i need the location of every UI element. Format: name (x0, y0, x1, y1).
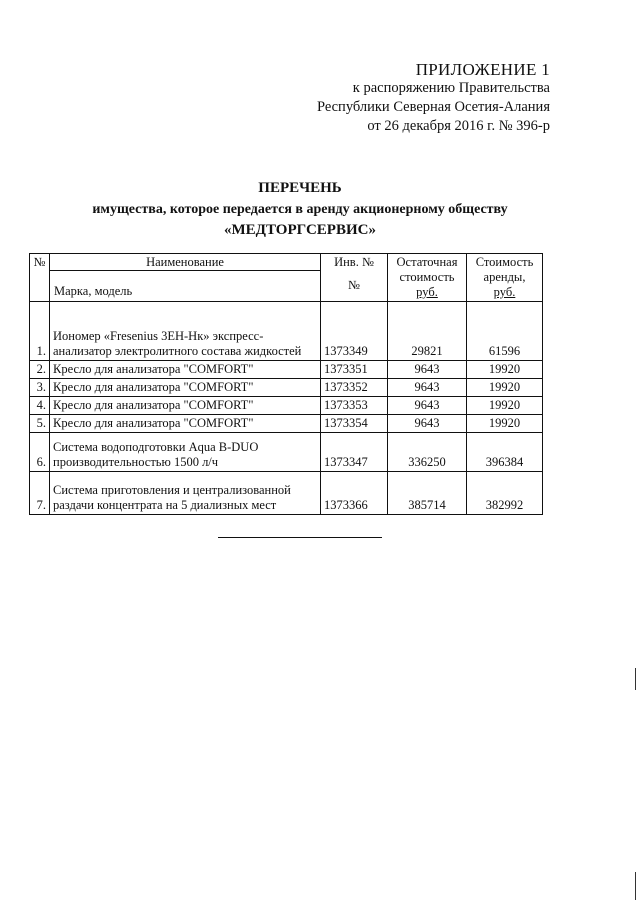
row-no: 2. (30, 361, 50, 379)
header-inv-no: № (348, 278, 360, 292)
row-name: Система водоподготовки Aqua B-DUO производительностью 1500 л/ч (50, 433, 321, 472)
row-no: 4. (30, 397, 50, 415)
row-inv: 1373353 (321, 397, 388, 415)
table-header-row (30, 254, 543, 302)
header-inv-cell (321, 254, 388, 302)
header-residual: Остаточная стоимость (396, 255, 458, 284)
row-inv: 1373366 (321, 472, 388, 515)
row-rent: 382992 (467, 472, 543, 515)
header-name-cell (50, 254, 321, 302)
table-row (30, 397, 543, 415)
appendix-title: ПРИЛОЖЕНИЕ 1 (415, 60, 550, 79)
row-inv: 1373354 (321, 415, 388, 433)
scan-margin-mark (635, 668, 636, 690)
row-inv: 1373347 (321, 433, 388, 472)
table-row (30, 361, 543, 379)
row-rent: 396384 (467, 433, 543, 472)
appendix-line-1: к распоряжению Правительства (352, 80, 550, 96)
row-no: 3. (30, 379, 50, 397)
heading-title: ПЕРЕЧЕНЬ (258, 180, 342, 196)
row-residual: 29821 (388, 302, 467, 361)
header-residual-cell (388, 254, 467, 302)
row-rent: 19920 (467, 361, 543, 379)
row-no: 7. (30, 472, 50, 515)
heading-subtitle: имущества, которое передается в аренду акционерному обществу (92, 202, 508, 217)
row-no: 1. (30, 302, 50, 361)
header-no: № (30, 254, 50, 302)
row-inv: 1373352 (321, 379, 388, 397)
row-name: Кресло для анализатора "COMFORT" (50, 415, 321, 433)
header-rent-unit: руб. (493, 285, 516, 299)
header-residual-unit: руб. (416, 285, 438, 299)
table-row (30, 415, 543, 433)
row-name: Система приготовления и централизованной раздачи концентрата на 5 диализных мест (50, 472, 321, 515)
heading-company: «МЕДТОРГСЕРВИС» (224, 222, 376, 238)
row-name: Кресло для анализатора "COMFORT" (50, 361, 321, 379)
row-residual: 9643 (388, 379, 467, 397)
table-row (30, 302, 543, 361)
appendix-line-2: Республики Северная Осетия-Алания (316, 99, 550, 115)
appendix-line-3: от 26 декабря 2016 г. № 396-р (367, 118, 550, 134)
document-heading (0, 178, 600, 241)
scan-margin-mark (635, 872, 636, 900)
property-table (29, 253, 543, 515)
table-row (30, 433, 543, 472)
row-name: Иономер «Fresenius 3ЕН-Нк» экспресс-анализатор электролитного состава жидкостей (50, 302, 321, 361)
header-rent-cell (467, 254, 543, 302)
appendix-block (317, 60, 550, 136)
row-residual: 9643 (388, 361, 467, 379)
header-name: Наименование (50, 254, 320, 271)
row-no: 5. (30, 415, 50, 433)
header-inv: Инв. № (334, 255, 374, 269)
row-inv: 1373349 (321, 302, 388, 361)
row-residual: 9643 (388, 415, 467, 433)
header-model: Марка, модель (54, 284, 133, 298)
table-row (30, 472, 543, 515)
row-residual: 336250 (388, 433, 467, 472)
row-inv: 1373351 (321, 361, 388, 379)
row-residual: 9643 (388, 397, 467, 415)
row-rent: 19920 (467, 415, 543, 433)
row-rent: 19920 (467, 397, 543, 415)
row-name: Кресло для анализатора "COMFORT" (50, 379, 321, 397)
row-residual: 385714 (388, 472, 467, 515)
row-no: 6. (30, 433, 50, 472)
header-rent: Стоимость аренды, (475, 255, 534, 284)
table-row (30, 379, 543, 397)
row-rent: 61596 (467, 302, 543, 361)
closing-divider (218, 537, 382, 538)
row-rent: 19920 (467, 379, 543, 397)
row-name: Кресло для анализатора "COMFORT" (50, 397, 321, 415)
